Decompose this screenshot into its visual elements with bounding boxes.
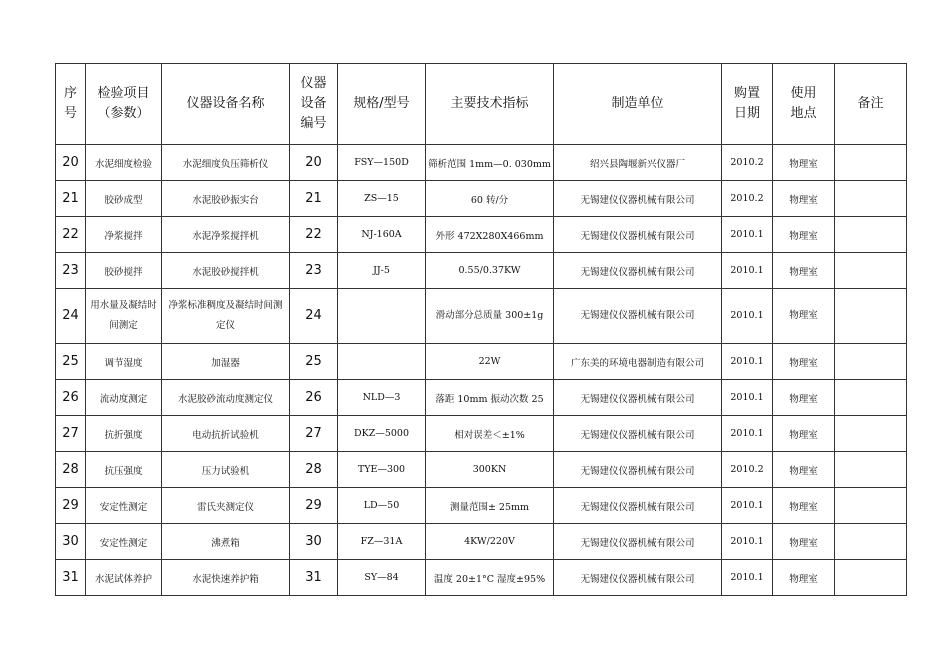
cell-date: 2010.1 [722, 488, 773, 524]
cell-model: LD—50 [338, 488, 426, 524]
table-row [56, 145, 907, 181]
cell-spec: 300KN [426, 452, 554, 488]
cell-item: 净浆搅拌 [86, 217, 162, 253]
table-row [56, 452, 907, 488]
cell-seq: 30 [56, 524, 86, 560]
cell-date: 2010.1 [722, 344, 773, 380]
cell-remark [835, 380, 907, 416]
cell-remark [835, 145, 907, 181]
header-code-line3: 编号 [300, 116, 327, 131]
cell-place: 物理室 [773, 560, 835, 596]
cell-remark [835, 452, 907, 488]
header-date-line2: 日期 [733, 106, 760, 121]
header-code-line2: 设备 [300, 96, 327, 111]
cell-remark [835, 344, 907, 380]
cell-maker: 绍兴县陶堰新兴仪器厂 [554, 145, 722, 181]
cell-remark [835, 416, 907, 452]
cell-code: 27 [290, 416, 338, 452]
cell-place: 物理室 [773, 524, 835, 560]
cell-maker: 无锡建仪仪器机械有限公司 [554, 181, 722, 217]
cell-name: 水泥细度负压筛析仪 [162, 145, 290, 181]
cell-place: 物理室 [773, 416, 835, 452]
cell-seq: 27 [56, 416, 86, 452]
cell-code: 28 [290, 452, 338, 488]
cell-maker: 无锡建仪仪器机械有限公司 [554, 289, 722, 344]
cell-maker: 无锡建仪仪器机械有限公司 [554, 253, 722, 289]
cell-model: NLD—3 [338, 380, 426, 416]
cell-maker: 广东美的环境电器制造有限公司 [554, 344, 722, 380]
cell-place: 物理室 [773, 145, 835, 181]
cell-maker: 无锡建仪仪器机械有限公司 [554, 380, 722, 416]
table-row [56, 524, 907, 560]
cell-date: 2010.1 [722, 253, 773, 289]
cell-seq: 21 [56, 181, 86, 217]
header-model: 规格/型号 [338, 64, 426, 145]
cell-spec: 0.55/0.37KW [426, 253, 554, 289]
cell-seq: 29 [56, 488, 86, 524]
cell-spec: 落距 10mm 振动次数 25 [426, 380, 554, 416]
cell-name: 压力试验机 [162, 452, 290, 488]
cell-place: 物理室 [773, 488, 835, 524]
table-row [56, 488, 907, 524]
cell-code: 29 [290, 488, 338, 524]
cell-code: 30 [290, 524, 338, 560]
cell-model: SY—84 [338, 560, 426, 596]
cell-maker: 无锡建仪仪器机械有限公司 [554, 488, 722, 524]
cell-model [338, 344, 426, 380]
cell-date: 2010.1 [722, 524, 773, 560]
cell-name: 雷氏夹测定仪 [162, 488, 290, 524]
cell-spec: 4KW/220V [426, 524, 554, 560]
cell-spec: 22W [426, 344, 554, 380]
cell-code: 22 [290, 217, 338, 253]
equipment-table [55, 63, 907, 596]
cell-seq: 20 [56, 145, 86, 181]
cell-spec: 外形 472X280X466mm [426, 217, 554, 253]
cell-model: FSY—150D [338, 145, 426, 181]
cell-model [338, 289, 426, 344]
header-date [722, 64, 773, 145]
cell-item: 用水量及凝结时间测定 [86, 289, 162, 344]
cell-seq: 25 [56, 344, 86, 380]
header-place-line2: 地点 [790, 106, 817, 121]
cell-model: NJ-160A [338, 217, 426, 253]
cell-maker: 无锡建仪仪器机械有限公司 [554, 452, 722, 488]
cell-code: 20 [290, 145, 338, 181]
cell-spec: 筛析范围 1mm—0. 030mm [426, 145, 554, 181]
cell-remark [835, 524, 907, 560]
header-seq-line2: 号 [63, 106, 77, 121]
header-place-line1: 使用 [790, 86, 817, 101]
cell-date: 2010.2 [722, 452, 773, 488]
cell-name: 水泥快速养护箱 [162, 560, 290, 596]
cell-place: 物理室 [773, 217, 835, 253]
header-seq [56, 64, 86, 145]
cell-seq: 28 [56, 452, 86, 488]
table-row [56, 344, 907, 380]
cell-spec: 相对误差＜±1% [426, 416, 554, 452]
cell-name: 加湿器 [162, 344, 290, 380]
cell-date: 2010.1 [722, 380, 773, 416]
cell-code: 25 [290, 344, 338, 380]
cell-spec: 滑动部分总质量 300±1g [426, 289, 554, 344]
cell-remark [835, 289, 907, 344]
header-spec: 主要技术指标 [426, 64, 554, 145]
cell-seq: 23 [56, 253, 86, 289]
cell-item: 安定性测定 [86, 524, 162, 560]
table-row [56, 380, 907, 416]
cell-item: 抗压强度 [86, 452, 162, 488]
cell-remark [835, 181, 907, 217]
cell-date: 2010.1 [722, 289, 773, 344]
cell-place: 物理室 [773, 253, 835, 289]
cell-seq: 22 [56, 217, 86, 253]
cell-seq: 24 [56, 289, 86, 344]
cell-date: 2010.1 [722, 416, 773, 452]
cell-model: JJ-5 [338, 253, 426, 289]
cell-place: 物理室 [773, 289, 835, 344]
cell-item: 流动度测定 [86, 380, 162, 416]
cell-date: 2010.1 [722, 560, 773, 596]
cell-spec: 60 转/分 [426, 181, 554, 217]
cell-name: 水泥净浆搅拌机 [162, 217, 290, 253]
cell-seq: 26 [56, 380, 86, 416]
cell-place: 物理室 [773, 452, 835, 488]
cell-seq: 31 [56, 560, 86, 596]
cell-name: 净浆标准稠度及凝结时间测定仪 [162, 289, 290, 344]
header-code [290, 64, 338, 145]
cell-maker: 无锡建仪仪器机械有限公司 [554, 524, 722, 560]
cell-model: DKZ—5000 [338, 416, 426, 452]
cell-date: 2010.2 [722, 181, 773, 217]
cell-remark [835, 488, 907, 524]
header-remark: 备注 [835, 64, 907, 145]
header-maker: 制造单位 [554, 64, 722, 145]
cell-spec: 测量范围± 25mm [426, 488, 554, 524]
header-item-line2: （参数） [97, 106, 150, 121]
header-name: 仪器设备名称 [162, 64, 290, 145]
header-seq-line1: 序 [63, 86, 77, 101]
cell-maker: 无锡建仪仪器机械有限公司 [554, 416, 722, 452]
table-row [56, 416, 907, 452]
header-code-line1: 仪器 [300, 76, 327, 91]
cell-item: 抗折强度 [86, 416, 162, 452]
cell-model: TYE—300 [338, 452, 426, 488]
cell-maker: 无锡建仪仪器机械有限公司 [554, 560, 722, 596]
table-row [56, 217, 907, 253]
table-row [56, 289, 907, 344]
cell-remark [835, 217, 907, 253]
cell-spec: 温度 20±1°C 湿度±95% [426, 560, 554, 596]
cell-name: 水泥胶砂流动度测定仪 [162, 380, 290, 416]
cell-item: 胶砂搅拌 [86, 253, 162, 289]
cell-code: 24 [290, 289, 338, 344]
cell-item: 胶砂成型 [86, 181, 162, 217]
cell-maker: 无锡建仪仪器机械有限公司 [554, 217, 722, 253]
cell-date: 2010.1 [722, 217, 773, 253]
cell-code: 23 [290, 253, 338, 289]
cell-item: 安定性测定 [86, 488, 162, 524]
cell-date: 2010.2 [722, 145, 773, 181]
cell-name: 沸煮箱 [162, 524, 290, 560]
table-row [56, 181, 907, 217]
header-item-line1: 检验项目 [97, 86, 150, 101]
cell-item: 水泥试体养护 [86, 560, 162, 596]
table-header-row [56, 64, 907, 145]
cell-name: 电动抗折试验机 [162, 416, 290, 452]
cell-remark [835, 253, 907, 289]
cell-name: 水泥胶砂振实台 [162, 181, 290, 217]
cell-place: 物理室 [773, 181, 835, 217]
cell-name: 水泥胶砂搅拌机 [162, 253, 290, 289]
cell-code: 21 [290, 181, 338, 217]
cell-item: 水泥细度检验 [86, 145, 162, 181]
header-date-line1: 购置 [733, 86, 760, 101]
cell-code: 31 [290, 560, 338, 596]
cell-model: ZS—15 [338, 181, 426, 217]
cell-remark [835, 560, 907, 596]
cell-item: 调节湿度 [86, 344, 162, 380]
cell-code: 26 [290, 380, 338, 416]
header-place [773, 64, 835, 145]
cell-place: 物理室 [773, 380, 835, 416]
cell-place: 物理室 [773, 344, 835, 380]
table-row [56, 560, 907, 596]
header-item [86, 64, 162, 145]
table-row [56, 253, 907, 289]
cell-model: FZ—31A [338, 524, 426, 560]
